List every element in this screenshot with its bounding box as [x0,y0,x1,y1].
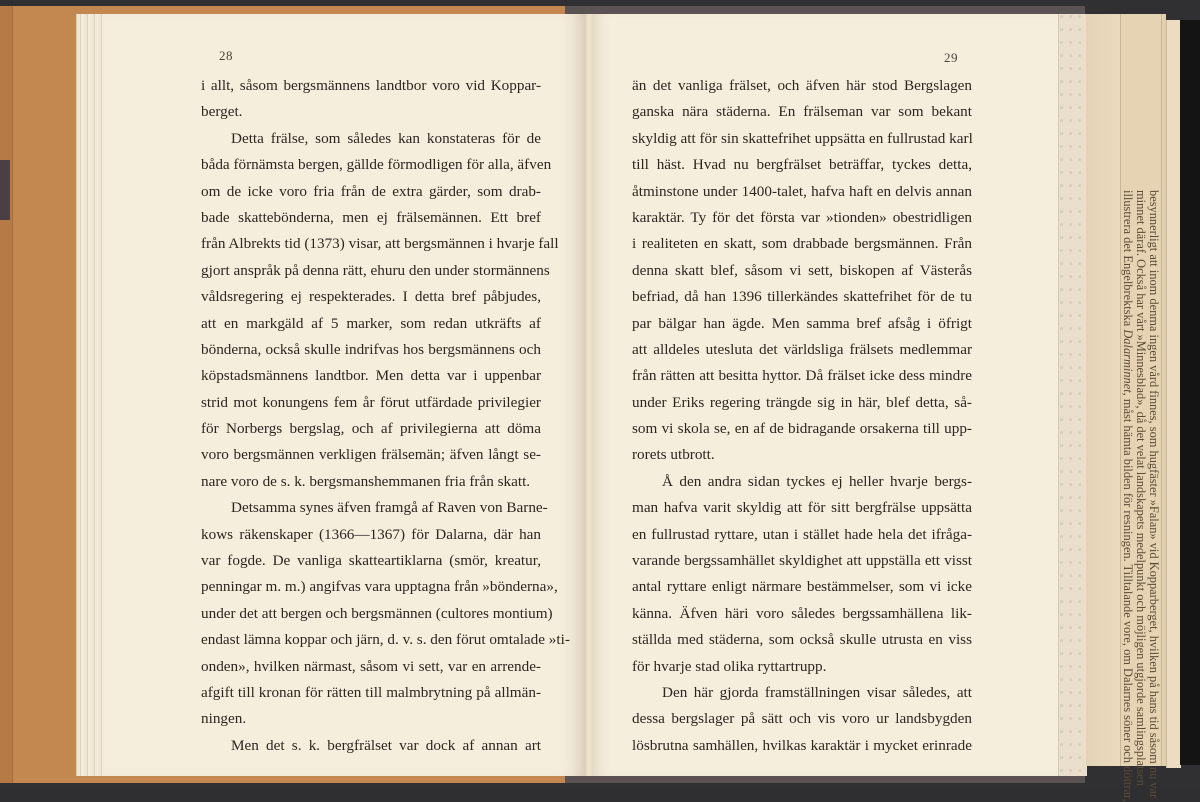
insert-italic-segment: Dalarminnet, [1121,329,1135,396]
text-line: karaktär. Ty för det första var »tionden» obestridligen [632,208,972,226]
text-line: som vi skola se, en af de bidragande orsakerna till upp- [632,420,972,438]
text-line: ningen. [201,710,247,728]
text-line: strid mot konungens fem år förut utfärdade privilegier [201,393,541,411]
insert-text-line [1147,190,1161,799]
insert-text-segment: minnet däraf. Också har vårt »Minnesblad», då det velat landskapets medelpunkt och möjligen utgjorde samlingsplatsen [1134,190,1148,786]
text-line: Å den andra sidan tyckes ej heller hvarje bergs- [662,472,972,490]
left-page-stack-edge [76,14,107,776]
scan-background-right [1180,20,1200,765]
text-line: berget. [201,103,243,121]
text-line: man hafva varit skyldig att för sitt bergfrälse uppsätta [632,499,972,517]
text-line: köpstadsmännens landtbor. Men detta var i uppenbar [201,367,541,385]
insert-text-segment: besynnerligt att inom denma ingen vård finnes, som hugfäster »Falan» vid Kopparberget, hvilken på hans tid såsom nu var [1147,190,1161,799]
text-line: gjort anspråk på denna rätt, ehuru den under stormännens [201,261,550,279]
insert-text-line [1121,190,1135,802]
text-line: rorets utbrott. [632,446,715,464]
text-line: Men det s. k. bergfrälset var dock af annan art [231,736,541,754]
text-line: än det vanliga frälset, och äfven här stod Bergslagen [632,77,972,94]
text-line: penningar m. m.) angifvas vara upptagna från »bönderna», [201,578,558,596]
cover-worn-patch [0,160,10,220]
text-line: varande bergssamhället skyldighet att uppställa ett visst [632,552,972,570]
text-line: för Norbergs bergslag, och af privilegierna att döma [201,420,541,438]
insert-text-segment: måst hämta bilden för resningen. Tilltalande vore, om Dalarnes söner och döttrar, [1121,395,1135,802]
text-line: var fogde. De vanliga skatteartiklarna (smör, kreatur, [201,552,541,570]
text-line: en fullrustad ryttare, utan i stället hade hela det ifråga- [632,525,972,543]
text-line: befriad, då han 1396 tillerkändes skattefrihet för de tu [632,288,972,306]
text-line: i allt, såsom bergsmännens landtbor voro vid Koppar- [201,77,541,94]
text-line: från rätten att besitta hyttor. Då frälset icke dess mindre [632,367,972,385]
text-line: åtminstone under 1400-talet, hafva haft en delvis annan [632,182,972,200]
text-line: dessa bergslager på sätt och vis voro ur landsbygden [632,710,972,728]
text-line: under det att bergen och bergsmännen (cultores montium) [201,604,553,622]
insert-sheet-edge [1166,20,1181,768]
text-line: denna skatt blef, såsom vi sett, biskopen af Västerås [632,261,972,279]
text-line: nare voro de s. k. bergsmanshemmanen fria från skatt. [201,472,531,490]
text-line: till häst. Hvad nu bergfrälset beträffar, tyckes detta, [632,156,972,174]
text-line: ställda med städerna, som också skulle utrusta en viss [632,631,972,649]
right-page-stack-edge [1058,14,1087,776]
text-line: par bälgar han ägde. Men samma bref afsåg i öfrigt [632,314,972,332]
text-line: bade skattebönderna, men ej frälsemännen. Ett bref [201,208,541,226]
text-line: Detta frälse, som således kan konstateras för de [231,129,541,147]
text-line: lösbrutna samhällen, hvilkas karaktär i mycket erinrade [632,736,972,754]
insert-rotated-text [1120,190,1161,802]
text-line: om de icke voro fria från de extra gärder, som drab- [201,182,541,200]
book-gutter [584,14,592,776]
text-line: båda förnämsta bergen, gällde förmodligen för alla, äfven [201,156,552,174]
book-cover-left-edge [0,6,13,783]
insert-text-segment: illustrera det Engelbrektska [1121,190,1135,330]
text-line: i realiteten en skatt, som drabbade bergsmännen. Från [632,235,972,253]
text-line: bönderna, också skulle indrifvas hos bergsmännens och [201,340,541,358]
book-binding-bottom-edge [565,775,1085,783]
text-line: under Eriks regering trängde sig in här, blef detta, så- [632,393,972,411]
left-page-body-text [201,73,570,759]
text-line: onden», hvilken närmast, såsom vi sett, var en arrende- [201,657,541,675]
text-line: för hvarje stad olika ryttartrupp. [632,657,827,675]
text-line: Detsamma synes äfven framgå af Raven von Barne- [231,499,548,517]
page-number-right: 29 [944,50,958,65]
right-page-body-text [632,73,972,759]
text-line: Den här gjorda framställningen visar således, att [662,683,972,701]
text-line: afgift till kronan för rätten till malmbrytning på allmän- [201,683,541,701]
text-line: ganska nära städerna. En frälseman var som bekant [632,103,972,121]
text-line: från Albrekts tid (1373) visar, att bergsmännen i hvarje fall [201,235,559,253]
text-line: endast lämna koppar och järn, d. v. s. den förut omtalade »ti- [201,631,570,649]
text-line: våldsregering ej respekterades. I detta bref påbjudes, [201,288,541,306]
page-number-left: 28 [219,48,233,63]
text-line: att en markgäld af 5 marker, som redan utkräfts af [201,314,541,332]
insert-text-line [1134,190,1148,786]
text-line: voro bergsmännen verkligen frälsemän; äfven långt se- [201,446,541,464]
text-line: kows räkenskaper (1366—1367) för Dalarna, där han [201,525,541,543]
text-line: att alldeles utesluta det världsliga frälsets medlemmar [632,340,972,358]
text-line: skyldig att för sin skattefrihet uppsätta en fullrustad karl [632,129,973,147]
text-line: känna. Äfven häri voro således bergssamhällena lik- [632,604,972,622]
text-line: antal ryttare enligt närmare bestämmelser, som vi icke [632,578,972,596]
